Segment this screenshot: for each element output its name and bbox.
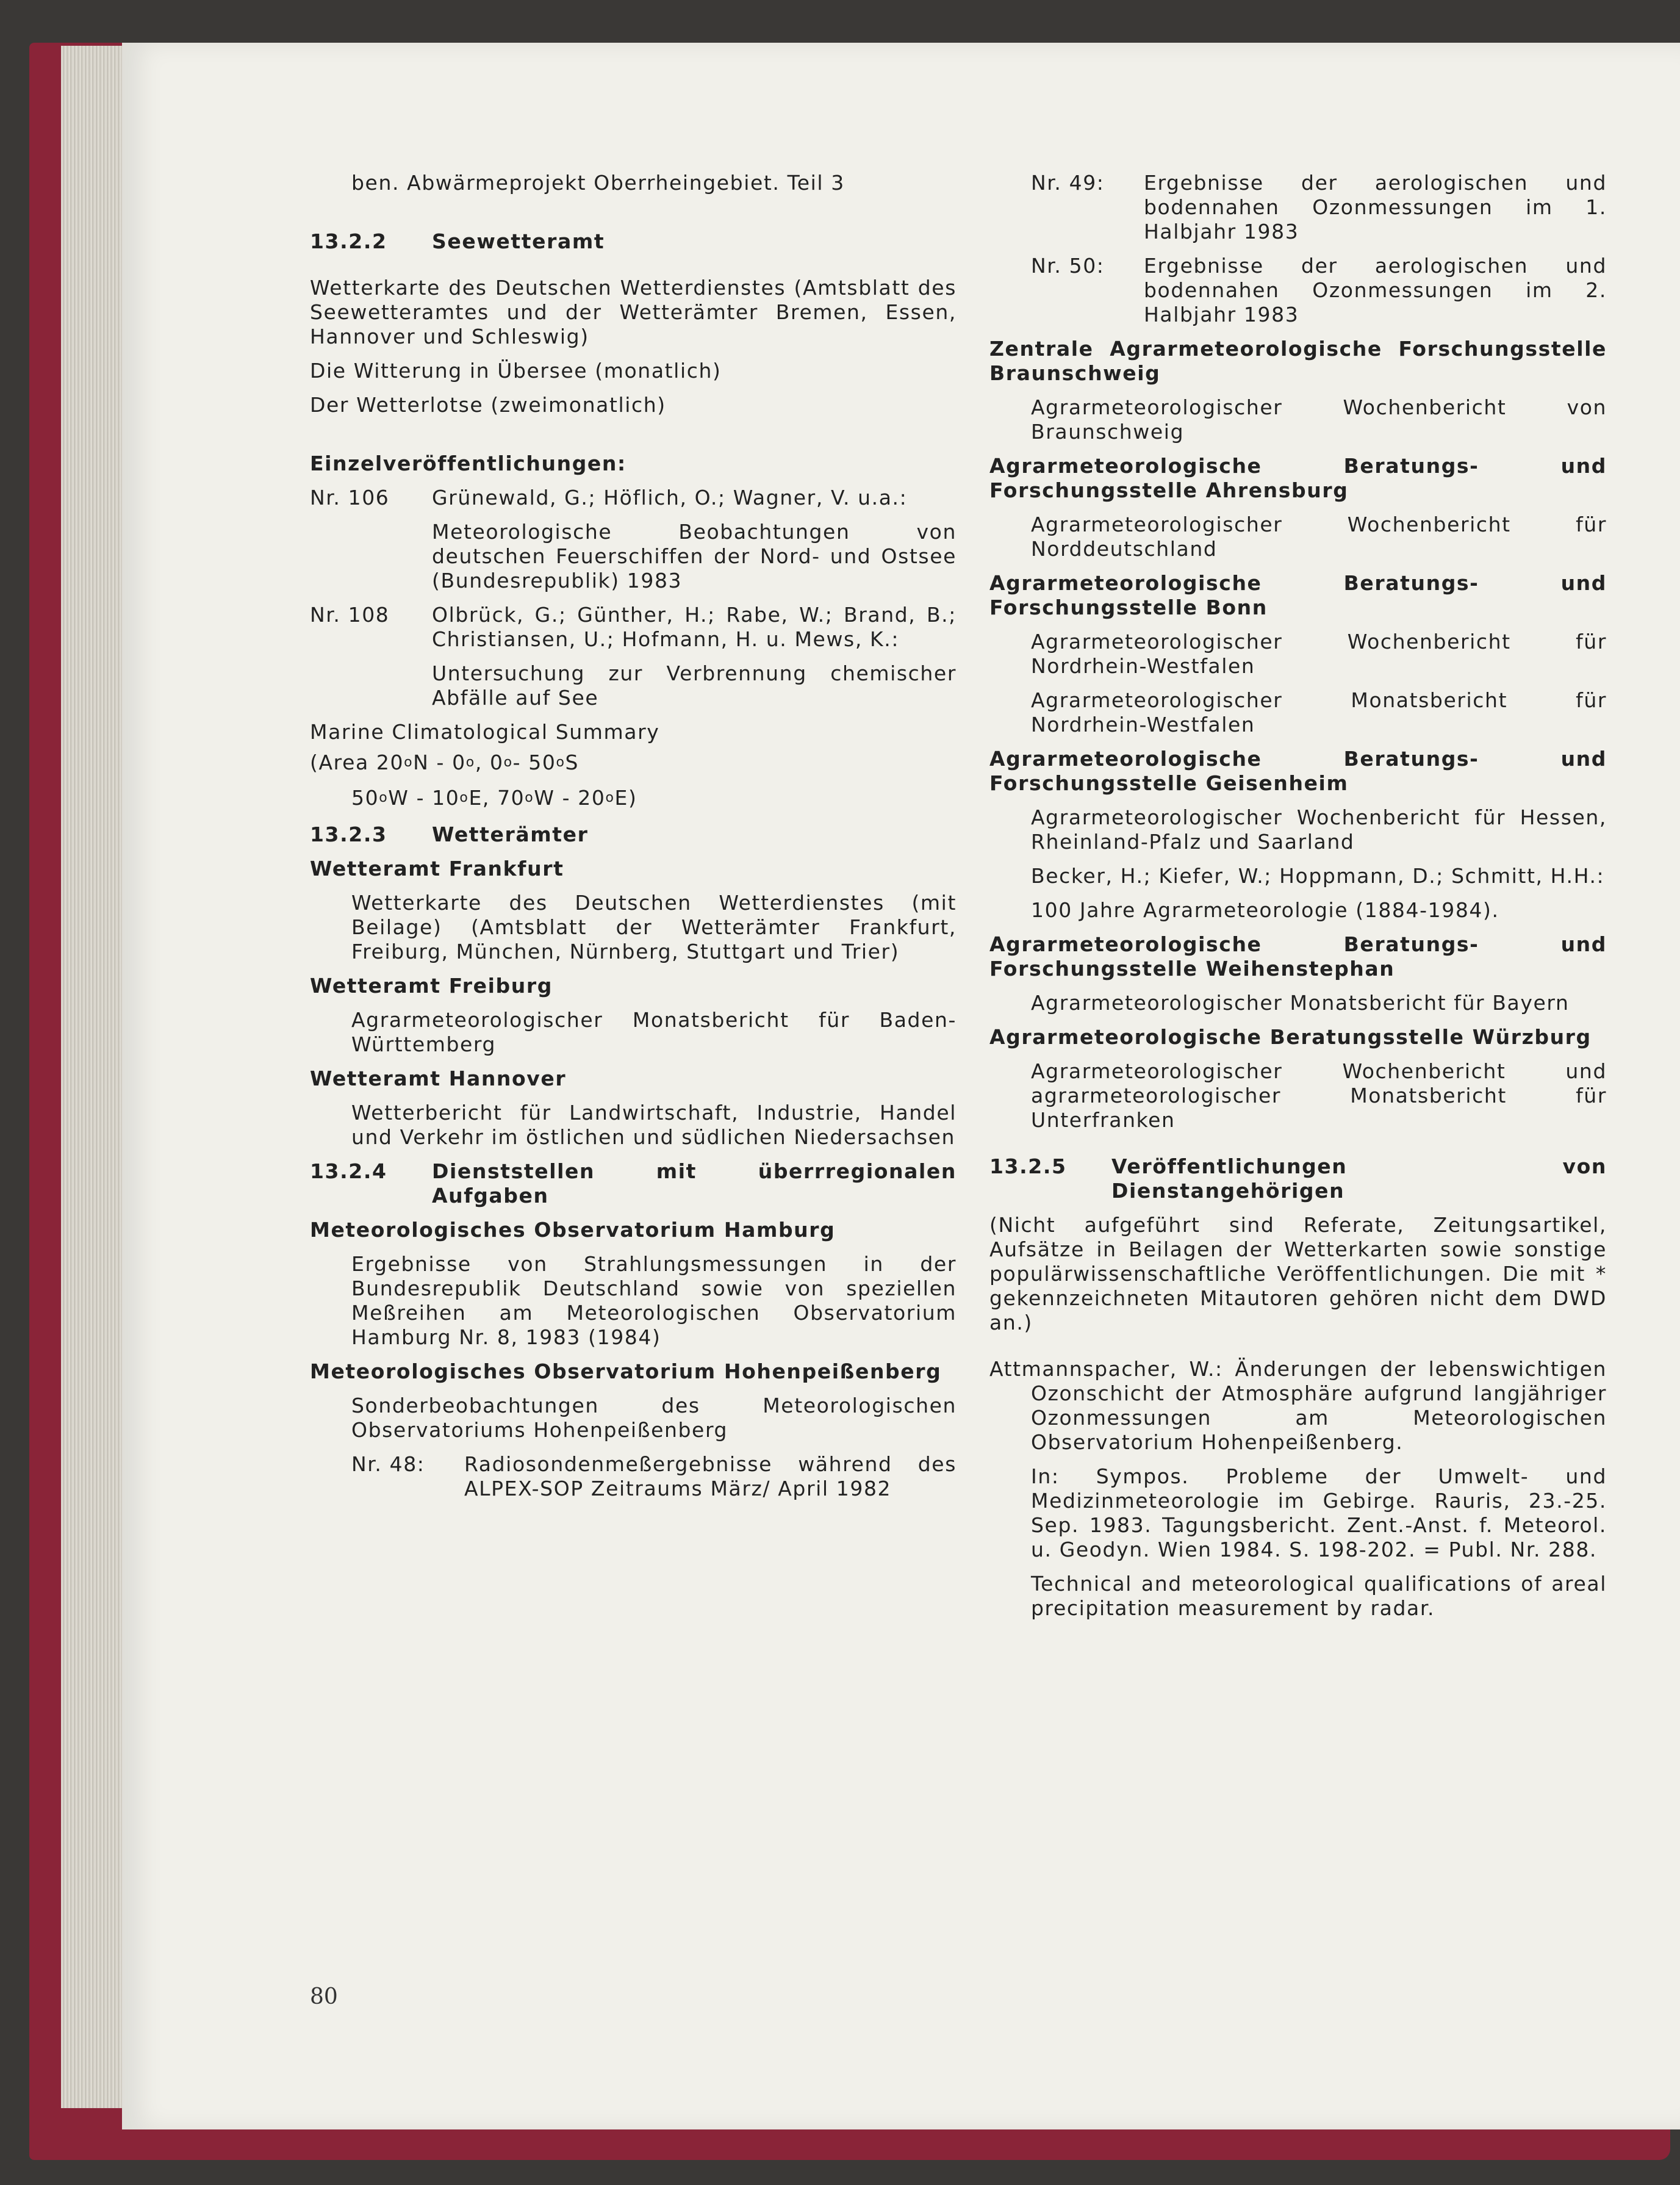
right-column xyxy=(989,171,1607,1630)
section-number: 13.2.4 xyxy=(310,1159,387,1183)
section-13-2-2 xyxy=(310,229,957,254)
hannover-heading: Wetteramt Hannover xyxy=(310,1067,567,1090)
freiburg-text: Agrarmeteorologischer Monatsbericht für Baden-Württemberg xyxy=(351,1008,957,1056)
freiburg-heading: Wetteramt Freiburg xyxy=(310,974,553,998)
publication-number: Nr. 108 xyxy=(310,603,390,627)
intro-continuation: ben. Abwärmeprojekt Oberrheingebiet. Teil 3 xyxy=(351,171,845,195)
nr-key: Nr. 49: xyxy=(1031,171,1105,195)
section-title: Dienststellen mit überrregionalen Aufgaben xyxy=(432,1159,957,1208)
hamburg-text: Ergebnisse von Strahlungsmessungen in der Bundesrepublik Deutschland sowie von speziellen Meßreihen am Meteorologischen Observatorium Hamburg Nr. 8, 1983 (1984) xyxy=(351,1252,957,1349)
publication-authors: Olbrück, G.; Günther, H.; Rabe, W.; Brand, B.; Christiansen, U.; Hofmann, H. u. Mews, K.: xyxy=(432,603,957,651)
marine-area-line-2: 50 o W - 10 o E, 70 o W - 20 o E) xyxy=(351,786,637,810)
hohenpeissenberg-heading: Meteorologisches Observatorium Hohenpeißenberg xyxy=(310,1359,942,1383)
publication-nr108 xyxy=(310,603,957,710)
hohenpeissenberg-text: Sonderbeobachtungen des Meteorologischen Observatoriums Hohenpeißenberg xyxy=(351,1394,957,1442)
marine-title: Marine Climatological Summary xyxy=(310,720,660,744)
section-number: 13.2.5 xyxy=(989,1154,1067,1178)
weihenstephan-text: Agrarmeteorologischer Monatsbericht für Bayern xyxy=(1031,991,1570,1015)
nr50-entry xyxy=(989,254,1607,327)
seewetteramt-item: Wetterkarte des Deutschen Wetterdienstes (Amtsblatt des Seewetteramtes und der Wetterämter Bremen, Essen, Hannover und Schleswig) xyxy=(310,276,957,348)
nr49-entry xyxy=(989,171,1607,244)
marine-area-line-1: (Area 20 o N - 0 o , 0 o - 50 o S xyxy=(310,751,580,774)
section-title: Wetterämter xyxy=(432,823,589,846)
section-number: 13.2.3 xyxy=(310,823,387,846)
ahrensburg-heading: Agrarmeteorologische Beratungs- und Forschungsstelle Ahrensburg xyxy=(989,454,1607,502)
nr-value: Ergebnisse der aerologischen und bodennahen Ozonmessungen im 1. Halbjahr 1983 xyxy=(1144,171,1607,243)
marine-summary xyxy=(310,720,957,810)
bonn-text-1: Agrarmeteorologischer Wochenbericht für Nordrhein-Westfalen xyxy=(1031,630,1607,678)
seewetteramt-item: Die Witterung in Übersee (monatlich) xyxy=(310,359,722,383)
seewetteramt-item: Der Wetterlotse (zweimonatlich) xyxy=(310,393,666,417)
nr-value: Ergebnisse der aerologischen und bodennahen Ozonmessungen im 2. Halbjahr 1983 xyxy=(1144,254,1607,326)
reference-technical: Technical and meteorological qualifications of areal precipitation measurement by radar. xyxy=(1031,1572,1607,1620)
nr48-entry xyxy=(310,1452,957,1501)
section-note: (Nicht aufgeführt sind Referate, Zeitungsartikel, Aufsätze in Beilagen der Wetterkarten sowie sonstige populärwissenschaftliche Veröffentlichungen. Die mit * gekennzeichneten Mitautoren gehören nicht dem DWD an.) xyxy=(989,1213,1607,1334)
nr-key: Nr. 48: xyxy=(351,1452,425,1476)
section-13-2-5 xyxy=(989,1154,1607,1203)
reference-attmannspacher: Attmannspacher, W.: Änderungen der lebenswichtigen Ozonschicht der Atmosphäre aufgrund langjähriger Ozonmessungen am Meteorologischen Observatorium Hohenpeißenberg. xyxy=(989,1357,1607,1454)
frankfurt-heading: Wetteramt Frankfurt xyxy=(310,857,564,880)
hamburg-heading: Meteorologisches Observatorium Hamburg xyxy=(310,1218,836,1242)
weihenstephan-heading: Agrarmeteorologische Beratungs- und Forschungsstelle Weihenstephan xyxy=(989,932,1607,981)
wuerzburg-heading: Agrarmeteorologische Beratungsstelle Würzburg xyxy=(989,1025,1592,1049)
publication-number: Nr. 106 xyxy=(310,486,390,509)
section-number: 13.2.2 xyxy=(310,229,387,253)
wuerzburg-text: Agrarmeteorologischer Wochenbericht und agrarmeteorologischer Monatsbericht für Unterfranken xyxy=(1031,1059,1607,1132)
publication-nr106 xyxy=(310,486,957,593)
nr-key: Nr. 50: xyxy=(1031,254,1105,278)
left-column xyxy=(310,171,957,1511)
nr-value: Radiosondenmeßergebnisse während des ALPEX-SOP Zeitraums März/ April 1982 xyxy=(464,1452,957,1500)
einzel-heading: Einzelveröffentlichungen: xyxy=(310,452,626,475)
section-title: Seewetteramt xyxy=(432,229,605,253)
publication-title: Untersuchung zur Verbrennung chemischer Abfälle auf See xyxy=(432,661,957,710)
braunschweig-heading: Zentrale Agrarmeteorologische Forschungsstelle Braunschweig xyxy=(989,337,1607,385)
ahrensburg-text: Agrarmeteorologischer Wochenbericht für Norddeutschland xyxy=(1031,513,1607,561)
section-title: Veröffentlichungen von Dienstangehörigen xyxy=(1111,1154,1607,1203)
hannover-text: Wetterbericht für Landwirtschaft, Industrie, Handel und Verkehr im östlichen und südlichen Niedersachsen xyxy=(351,1101,957,1149)
page-number: 80 xyxy=(310,1984,338,2009)
frankfurt-text: Wetterkarte des Deutschen Wetterdienstes (mit Beilage) (Amtsblatt der Wetterämter Frankfurt, Freiburg, München, Nürnberg, Stuttgart und Trier) xyxy=(351,891,957,963)
geisenheim-text-1: Agrarmeteorologischer Wochenbericht für Hessen, Rheinland-Pfalz und Saarland xyxy=(1031,805,1607,854)
geisenheim-text-3: 100 Jahre Agrarmeteorologie (1884-1984). xyxy=(1031,898,1499,922)
geisenheim-text-2: Becker, H.; Kiefer, W.; Hoppmann, D.; Schmitt, H.H.: xyxy=(1031,864,1605,888)
braunschweig-text: Agrarmeteorologischer Wochenbericht von Braunschweig xyxy=(1031,395,1607,444)
section-13-2-3 xyxy=(310,823,957,847)
reference-sympos: In: Sympos. Probleme der Umwelt- und Medizinmeteorologie im Gebirge. Rauris, 23.-25. Sep. 1983. Tagungsbericht. Zent.-Anst. f. Meteorol. u. Geodyn. Wien 1984. S. 198-202. = Publ. Nr. 288. xyxy=(1031,1464,1607,1561)
section-13-2-4 xyxy=(310,1159,957,1208)
publication-authors: Grünewald, G.; Höflich, O.; Wagner, V. u.a.: xyxy=(432,486,908,509)
bonn-text-2: Agrarmeteorologischer Monatsbericht für Nordrhein-Westfalen xyxy=(1031,688,1607,736)
geisenheim-heading: Agrarmeteorologische Beratungs- und Forschungsstelle Geisenheim xyxy=(989,747,1607,795)
bonn-heading: Agrarmeteorologische Beratungs- und Forschungsstelle Bonn xyxy=(989,571,1607,619)
publication-title: Meteorologische Beobachtungen von deutschen Feuerschiffen der Nord- und Ostsee (Bundesrepublik) 1983 xyxy=(432,520,957,592)
